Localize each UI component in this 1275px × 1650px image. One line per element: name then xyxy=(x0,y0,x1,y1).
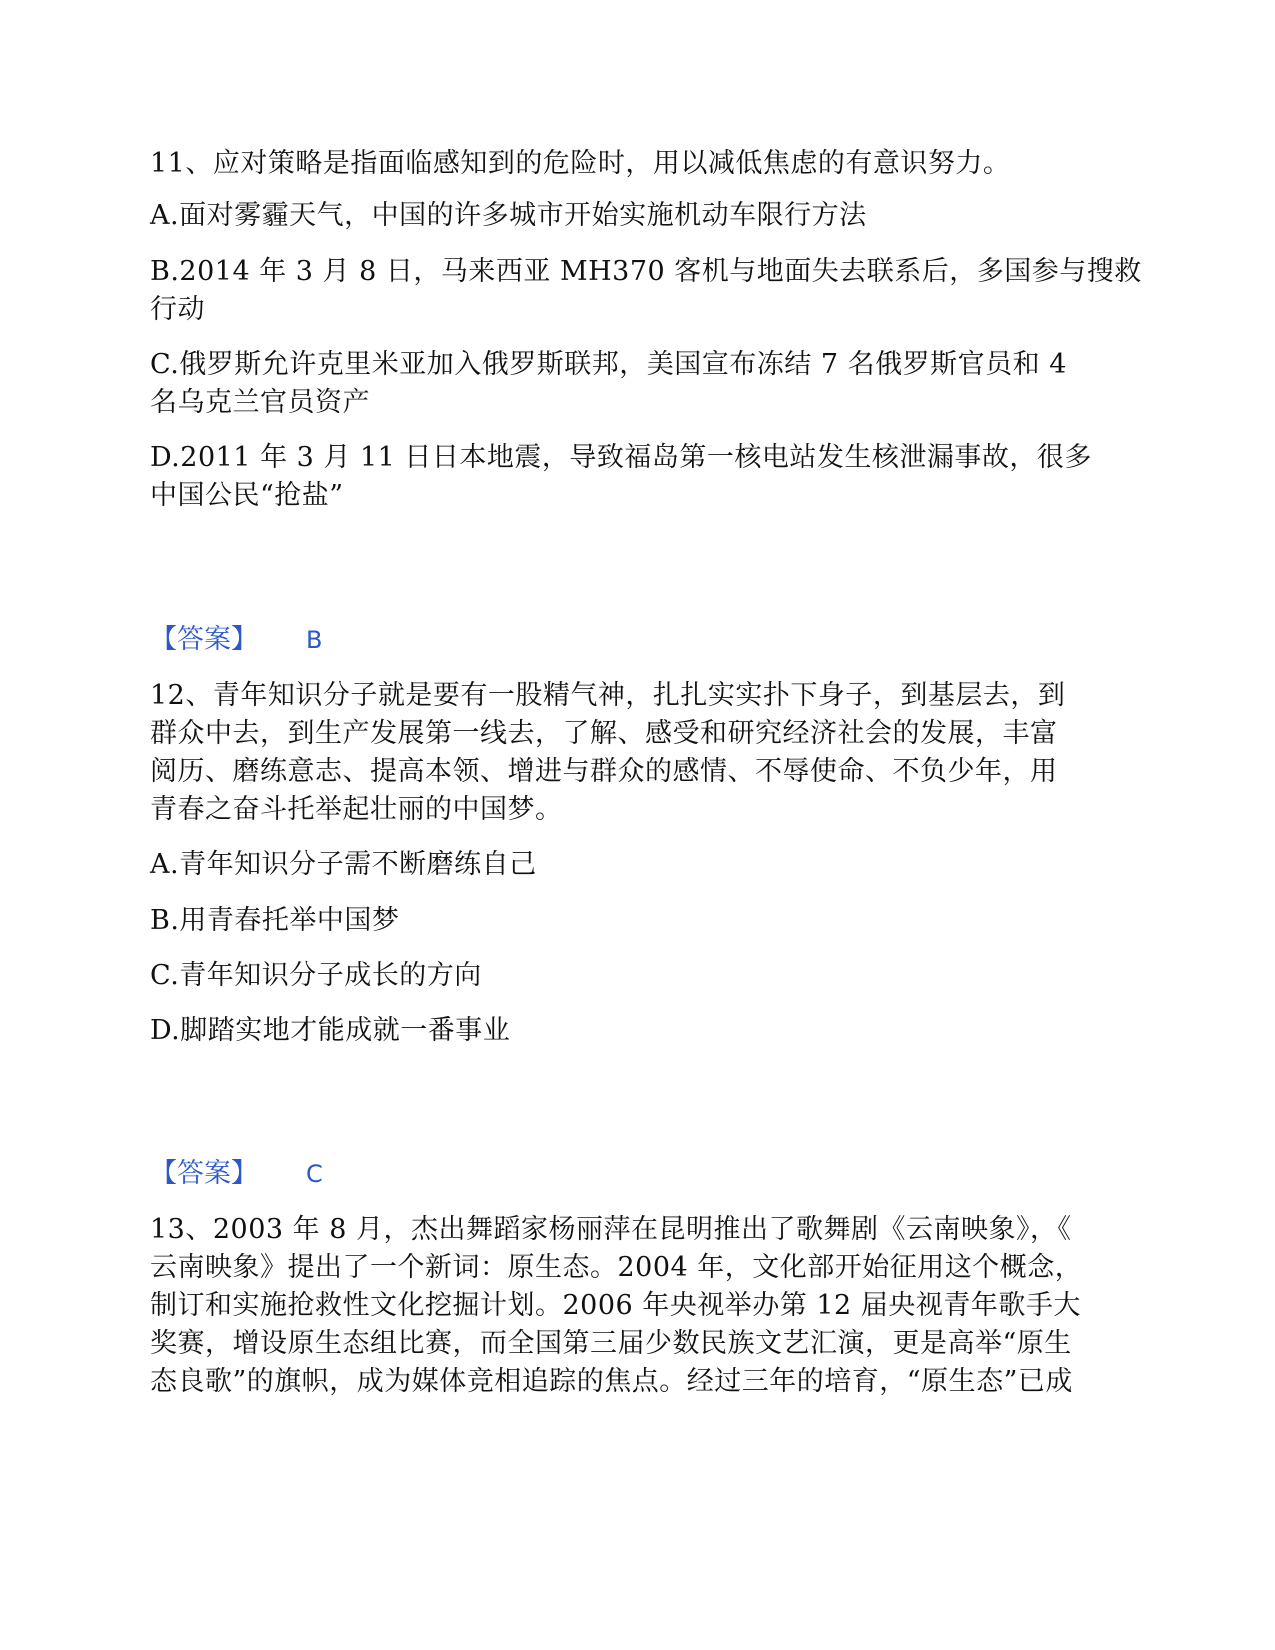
q11-option-b-line2: 行动 xyxy=(150,294,205,325)
q12-stem-line1: 12、青年知识分子就是要有一股精气神，扎扎实实扑下身子，到基层去，到 xyxy=(150,680,1066,711)
q11-answer xyxy=(150,620,322,660)
q13-stem-line4: 奖赛，增设原生态组比赛，而全国第三届少数民族文艺汇演，更是高举“原生 xyxy=(150,1328,1072,1359)
q11-option-b-line1: B.2014 年 3 月 8 日，马来西亚 MH370 客机与地面失去联系后，多国参与搜救 xyxy=(150,256,1142,287)
q11-option-d-line2: 中国公民“抢盐” xyxy=(150,480,344,511)
q12-answer-label: 【答案】 xyxy=(150,1158,258,1189)
q12-answer xyxy=(150,1154,323,1194)
q12-stem-line4: 青春之奋斗托举起壮丽的中国梦。 xyxy=(150,794,563,825)
q11-option-c-line1: C.俄罗斯允许克里米亚加入俄罗斯联邦，美国宣布冻结 7 名俄罗斯官员和 4 xyxy=(150,349,1067,380)
q11-option-c-line2: 名乌克兰官员资产 xyxy=(150,387,370,418)
q13-stem-line5: 态良歌”的旗帜，成为媒体竞相追踪的焦点。经过三年的培育，“原生态”已成 xyxy=(150,1366,1073,1397)
q12-stem-line2: 群众中去，到生产发展第一线去，了解、感受和研究经济社会的发展，丰富 xyxy=(150,718,1058,749)
q11-answer-label: 【答案】 xyxy=(150,624,258,655)
q12-stem-line3: 阅历、磨练意志、提高本领、增进与群众的感情、不辱使命、不负少年，用 xyxy=(150,756,1058,787)
q12-option-b: B.用青春托举中国梦 xyxy=(150,905,400,936)
q11-answer-value: B xyxy=(306,626,323,654)
q12-answer-value: C xyxy=(306,1160,323,1188)
q13-stem-line2: 云南映象》提出了一个新词：原生态。2004 年，文化部开始征用这个概念， xyxy=(150,1252,1083,1283)
q12-option-d: D.脚踏实地才能成就一番事业 xyxy=(150,1015,511,1046)
q11-option-a: A.面对雾霾天气，中国的许多城市开始实施机动车限行方法 xyxy=(150,200,867,231)
q11-option-d-line1: D.2011 年 3 月 11 日日本地震，导致福岛第一核电站发生核泄漏事故，很多 xyxy=(150,442,1092,473)
q13-stem-line1: 13、2003 年 8 月，杰出舞蹈家杨丽萍在昆明推出了歌舞剧《云南映象》，《 xyxy=(150,1214,1072,1245)
q11-stem: 11、应对策略是指面临感知到的危险时，用以减低焦虑的有意识努力。 xyxy=(150,148,1011,179)
q12-option-a: A.青年知识分子需不断磨练自己 xyxy=(150,849,537,880)
q12-option-c: C.青年知识分子成长的方向 xyxy=(150,960,482,991)
q13-stem-line3: 制订和实施抢救性文化挖掘计划。2006 年央视举办第 12 届央视青年歌手大 xyxy=(150,1290,1081,1321)
